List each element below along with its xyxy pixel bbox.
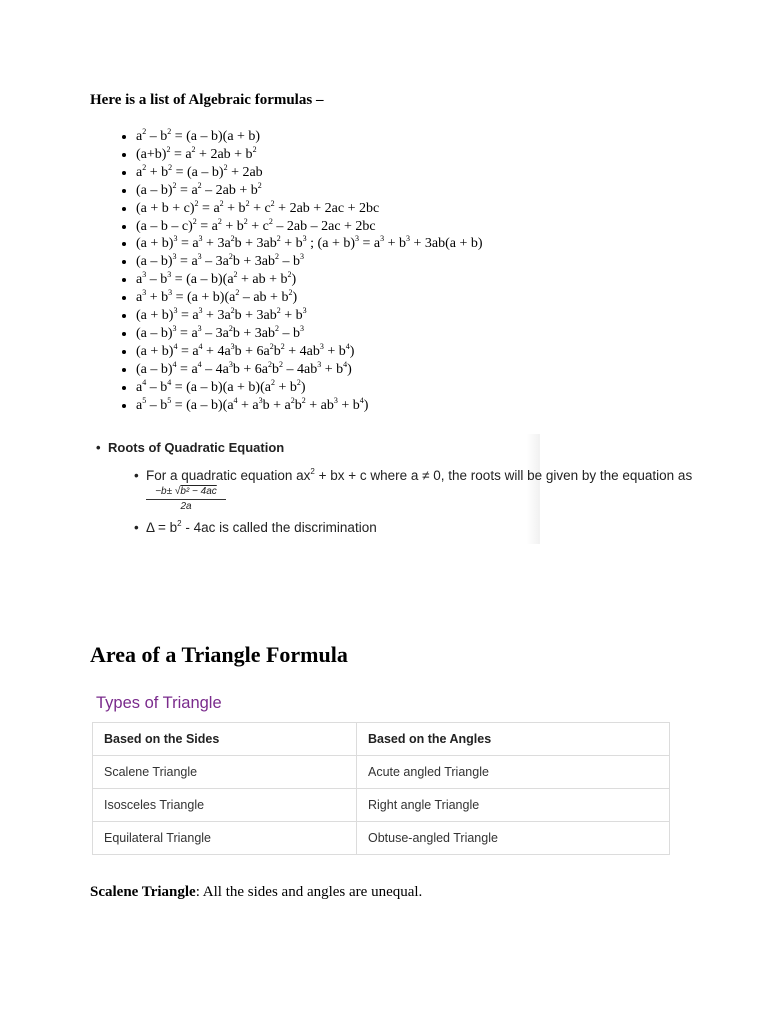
list-item: • $(a+b)^2 = a^2 + 2ab + b^2$ — [136, 146, 483, 164]
list-item: • $a^4 - b^4 = (a - b)(a + b)(a^2 + b^2)$ — [136, 379, 483, 397]
list-item: • $a^2 + b^2 = (a - b)^2 + 2ab$ — [136, 164, 483, 182]
quadratic-roots-section — [90, 434, 693, 544]
area-title: Area of a Triangle Formula — [90, 642, 348, 667]
quadratic-formula-fraction — [146, 486, 226, 512]
types-title: Types of Triangle — [96, 694, 222, 712]
table-header-row — [93, 723, 670, 756]
list-item: • $a^5 - b^5 = (a - b)(a^4 + a^3b + a^2b^2 + ab^3 + b^4)$ — [136, 397, 483, 415]
list-item: • $(a + b)^4 = a^4 + 4a^3b + 6a^2b^2 + 4ab^3 + b^4$) — [136, 343, 483, 361]
list-item: • $(a - b)^3 = a^3 - 3a^2b + 3ab^2 - b^3$ — [136, 253, 483, 271]
list-item: • $(a + b + c)^2 = a^2 + b^2 + c^2 + 2ab + 2ac + 2bc$ — [136, 200, 483, 218]
list-item: • $(a - b)^4 = a^4 - 4a^3b + 6a^2b^2 - 4ab^3 + b^4$) — [136, 361, 483, 379]
list-item: • $(a + b)^3 = a^3 + 3a^2b + 3ab^2 + b^3$ — [136, 307, 483, 325]
table-row — [93, 756, 670, 789]
scalene-definition — [90, 884, 422, 901]
scalene-text: : All the sides and angles are unequal. — [195, 884, 423, 900]
table-row — [93, 822, 670, 855]
list-item: • $a^2 - b^2 = (a - b)(a + b)$ — [136, 128, 483, 146]
list-item: • $(a - b)^2 = a^2 - 2ab + b^2$ — [136, 182, 483, 200]
table-row — [93, 789, 670, 822]
table-cell: Isosceles Triangle — [93, 789, 357, 822]
table-cell: Scalene Triangle — [93, 756, 357, 789]
list-item: • $(a - b - c)^2 = a^2 + b^2 + c^2 - 2ab - 2ac + 2bc$ — [136, 218, 483, 236]
quadratic-line-1: • For a quadratic equation $ax^2$ + bx + c where a ≠ 0, the roots will be given by the equation as — [146, 468, 692, 483]
list-item: • $(a + b)^3 = a^3 + 3a^2b + 3ab^2 + b^3$ ; $(a + b)^3 = a^3 + b^3 + 3ab(a + b)$ — [136, 235, 483, 253]
table-cell: Right angle Triangle — [357, 789, 670, 822]
header-angles: Based on the Angles — [357, 723, 670, 756]
table-cell: Obtuse-angled Triangle — [357, 822, 670, 855]
table-cell: Equilateral Triangle — [93, 822, 357, 855]
table-cell: Acute angled Triangle — [357, 756, 670, 789]
fraction-denominator: 2a — [180, 501, 192, 512]
quadratic-title: • Roots of Quadratic Equation — [108, 440, 284, 455]
list-item: • $a^3 - b^3 = (a - b)(a^2$ + ab + $b^2$) — [136, 271, 483, 289]
list-item: • $(a - b)^3 = a^3 - 3a^2b + 3ab^2 - b^3$ — [136, 325, 483, 343]
formula-list — [90, 128, 483, 415]
triangle-types-table — [92, 722, 670, 855]
header-sides: Based on the Sides — [93, 723, 357, 756]
intro-heading: Here is a list of Algebraic formulas – — [90, 92, 324, 108]
list-item: • $a^3 + b^3 = (a + b)(a^2$ – ab + $b^2$) — [136, 289, 483, 307]
scalene-term: Scalene Triangle — [90, 884, 196, 900]
fraction-numerator: −b± √b² − 4ac — [146, 486, 226, 500]
quadratic-discriminant-line: • $\Delta = b^2 - 4ac$ is called the discrimination — [146, 520, 377, 535]
